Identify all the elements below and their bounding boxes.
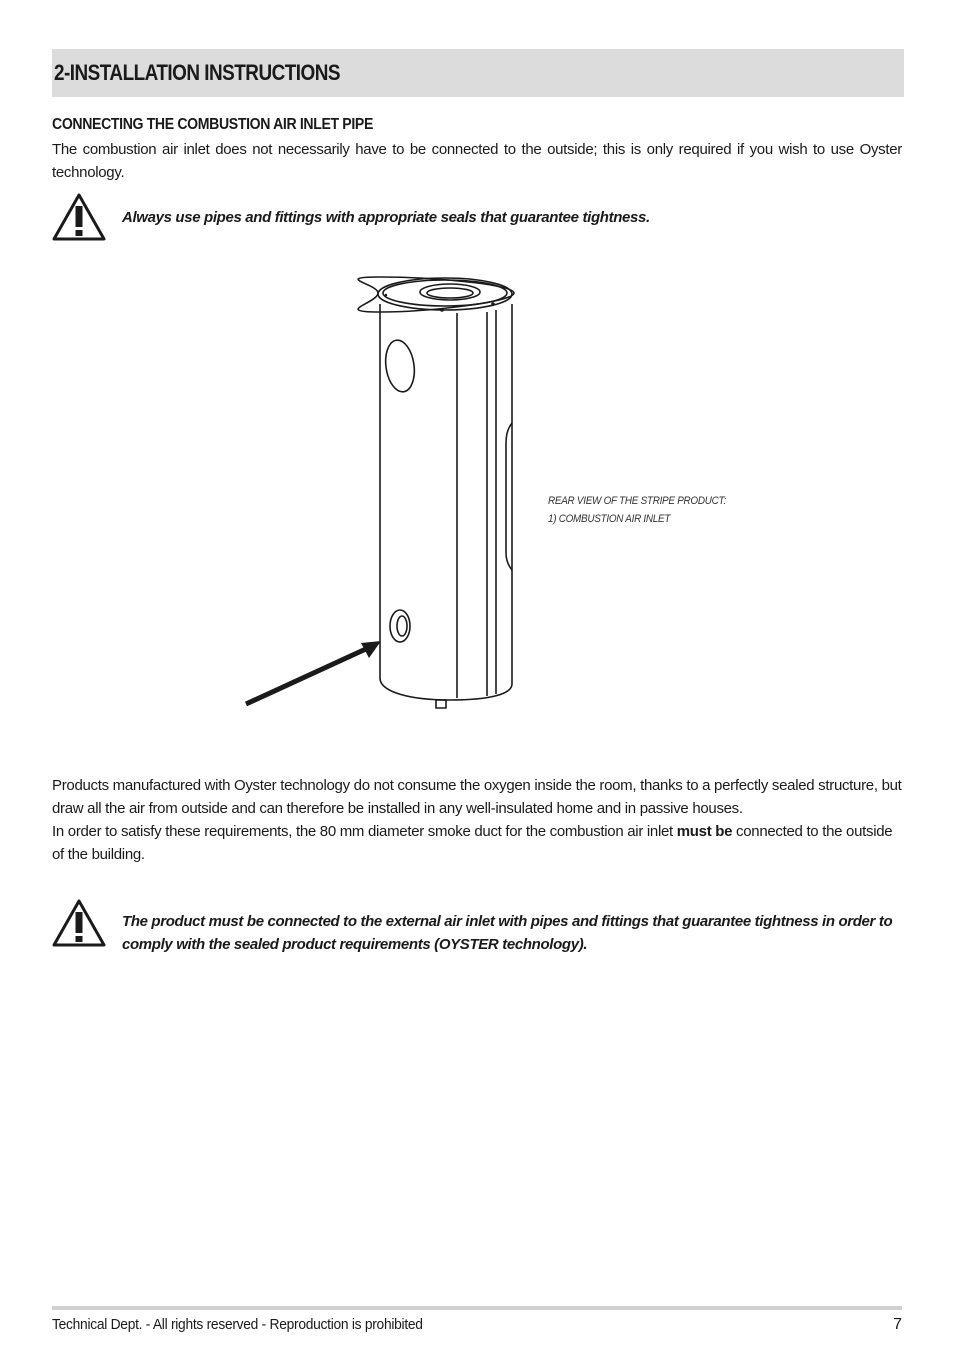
requirement-text: In order to satisfy these requirements, the 80 mm diameter smoke duct for the combustion air inlet [52, 823, 677, 840]
section-header [52, 49, 904, 97]
oyster-requirement-line [52, 820, 902, 866]
intro-paragraph: The combustion air inlet does not necessarily have to be connected to the outside; this is only required if you wish to use Oyster technology. [52, 141, 902, 181]
caption-line: REAR VIEW OF THE STRIPE PRODUCT: [548, 495, 727, 507]
figure-caption [548, 492, 726, 528]
caption-line: 1) COMBUSTION AIR INLET [548, 513, 671, 525]
oyster-paragraph [52, 774, 902, 866]
subheading: CONNECTING THE COMBUSTION AIR INLET PIPE [52, 116, 373, 133]
warning-text-seals: Always use pipes and fittings with appropriate seals that guarantee tightness. [122, 209, 650, 226]
requirement-emphasis: must be [676, 823, 733, 840]
warning-text-oyster: The product must be connected to the external air inlet with pipes and fittings that guarantee tightness in order to comply with the sealed product requirements (OYSTER technology). [122, 913, 893, 953]
requirement-text-end: connected to the outside of the building. [52, 823, 893, 863]
warning-icon [52, 192, 106, 242]
stove-rear-view-illustration [240, 268, 530, 720]
footer-copyright: Technical Dept. - All rights reserved - Reproduction is prohibited [52, 1316, 423, 1333]
footer-divider [52, 1306, 902, 1310]
oyster-text-line: Products manufactured with Oyster technology do not consume the oxygen inside the room, thanks to a perfectly sealed structure, but draw all the air from outside and can therefore be installed in any well-insulated home and in passive houses. [52, 777, 902, 817]
section-title: 2-INSTALLATION INSTRUCTIONS [54, 60, 340, 85]
warning-icon [52, 898, 106, 948]
page-number: 7 [893, 1316, 902, 1333]
